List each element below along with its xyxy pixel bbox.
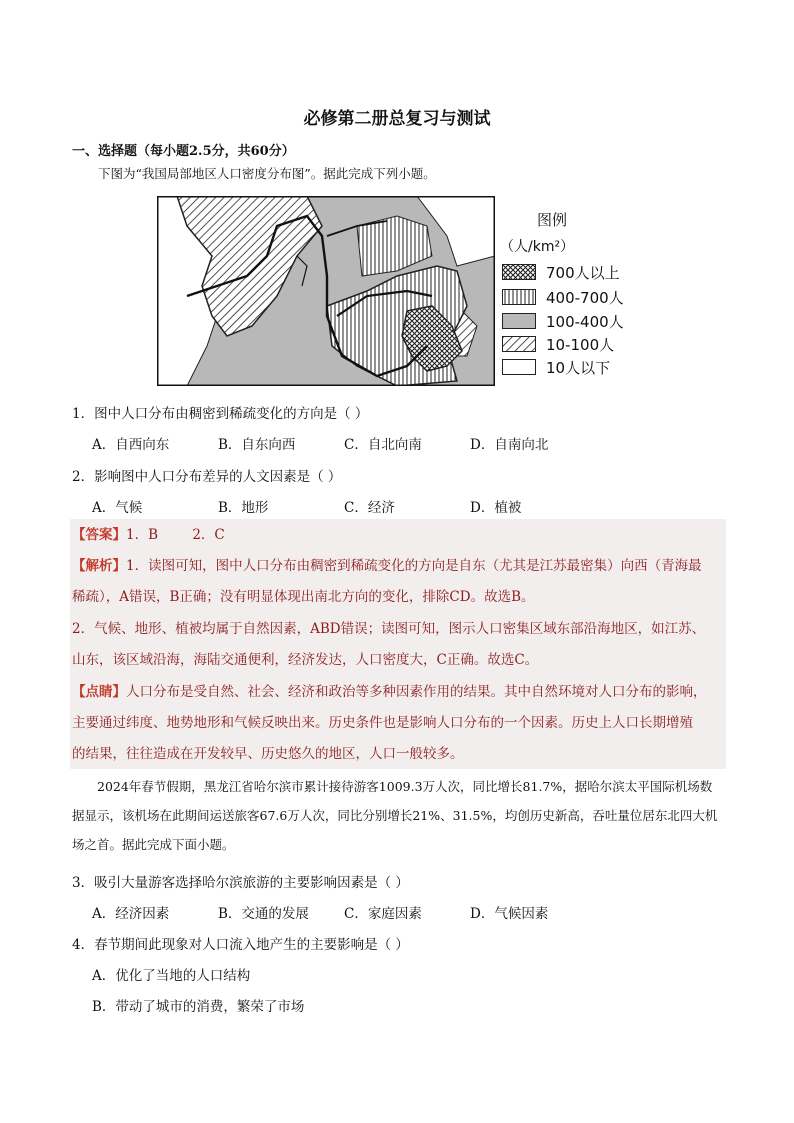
legend-item: 100-400人 (502, 311, 624, 331)
swatch-gray-icon (502, 313, 536, 329)
option[interactable]: A．气候 (92, 500, 143, 516)
swatch-cross-icon (502, 264, 536, 280)
question-2-options (92, 496, 596, 516)
analysis-line: 稀疏），A错误，B正确；没有明显体现出南北方向的变化，排除CD。故选B。 (72, 589, 535, 605)
option[interactable]: D．气候因素 (470, 906, 549, 922)
legend-item: 10人以下 (502, 357, 610, 377)
option[interactable]: B．带动了城市的消费，繁荣了市场 (92, 999, 305, 1015)
swatch-vertical-icon (502, 289, 536, 305)
option[interactable]: D．自南向北 (470, 437, 549, 453)
analysis-tag: 【解析】 (72, 558, 126, 574)
analysis-line (72, 551, 727, 582)
analysis-line: 2．气候、地形、植被均属于自然因素，ABD错误；读图可知，图示人口密集区域东部沿海地区，如江苏、 (72, 621, 706, 637)
option[interactable]: A．自西向东 (92, 437, 170, 453)
option[interactable]: B．地形 (218, 500, 269, 516)
point-line: 的结果，往往造成在开发较早、历史悠久的地区，人口一般较多。 (72, 746, 464, 762)
legend-item: 10-100人 (502, 334, 614, 354)
answer-text: 1．B 2．C (126, 527, 225, 543)
point-text: 人口分布是受自然、社会、经济和政治等多种因素作用的结果。其中自然环境对人口分布的影响， (126, 684, 707, 700)
question-1-options (92, 433, 596, 453)
legend-item: 700人以上 (502, 262, 620, 282)
analysis-line: 山东，该区域沿海，海陆交通便利，经济发达，人口密度大，C正确。故选C。 (72, 652, 539, 668)
option[interactable]: C．家庭因素 (344, 906, 422, 922)
option[interactable]: D．植被 (470, 500, 522, 516)
question-3: 3．吸引大量游客选择哈尔滨旅游的主要影响因素是（ ） (72, 875, 409, 891)
legend-unit: （人/km²） (500, 239, 575, 255)
answer-line (72, 520, 727, 551)
analysis-text: 1．读图可知，图中人口分布由稠密到稀疏变化的方向是自东（尤其是江苏最密集）向西（青海最 (126, 558, 702, 574)
question-3-options (92, 902, 596, 922)
option[interactable]: C．自北向南 (344, 437, 422, 453)
option[interactable]: B．自东向西 (218, 437, 296, 453)
population-density-map (157, 196, 495, 386)
question-4: 4．春节期间此现象对人口流入地产生的主要影响是（ ） (72, 937, 409, 953)
legend-title: 图例 (537, 211, 568, 229)
option[interactable]: A．优化了当地的人口结构 (92, 968, 251, 984)
point-tag: 【点睛】 (72, 684, 126, 700)
section-heading: 一、选择题（每小题2.5分，共60分） (72, 144, 295, 159)
option[interactable]: B．交通的发展 (218, 906, 309, 922)
option[interactable]: A．经济因素 (92, 906, 170, 922)
question-1: 1．图中人口分布由稠密到稀疏变化的方向是（ ） (72, 406, 369, 422)
map-intro-text: 下图为“我国局部地区人口密度分布图”。据此完成下列小题。 (98, 166, 436, 181)
question-2: 2．影响图中人口分布差异的人文因素是（ ） (72, 469, 342, 485)
answer-tag: 【答案】 (72, 527, 126, 543)
point-line: 主要通过纬度、地势地形和气候反映出来。历史条件也是影响人口分布的一个因素。历史上人口长期增殖 (72, 715, 693, 731)
document-title: 必修第二册总复习与测试 (303, 109, 491, 129)
point-line (72, 677, 727, 708)
swatch-diagonal-icon (502, 336, 536, 352)
legend-item: 400-700人 (502, 287, 624, 307)
option[interactable]: C．经济 (344, 500, 395, 516)
swatch-white-icon (502, 359, 536, 375)
harbin-passage: 2024年春节假期，黑龙江省哈尔滨市累计接待游客1009.3万人次，同比增长81.7%，据哈尔滨太平国际机场数据显示，该机场在此期间运送旅客67.6万人次，同比分别增长21%、31.5%，均创历史新高，吞吐量位居东北四大机场之首。据此完成下面小题。 (72, 779, 718, 852)
